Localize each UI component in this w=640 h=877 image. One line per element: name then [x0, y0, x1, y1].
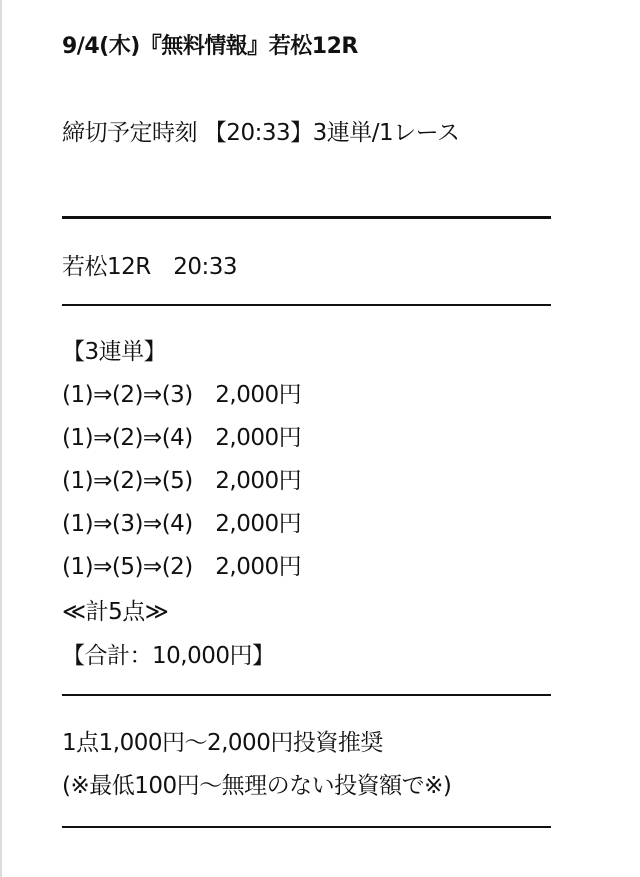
pick-count: ≪計5点≫ [62, 599, 169, 625]
pick-line: (1)⇒(2)⇒(3) 2,000円 [62, 382, 302, 408]
note-text: (※最低100円〜無理のない投資額で※) [62, 773, 452, 799]
bet-type-label: 【3連単】 [62, 339, 167, 365]
pick-line: (1)⇒(2)⇒(4) 2,000円 [62, 425, 302, 451]
race-info: 若松12R 20:33 [62, 254, 238, 280]
article-title: 9/4(木)『無料情報』若松12R [62, 34, 358, 59]
divider [62, 826, 551, 828]
deadline-text: 締切予定時刻 【20:33】3連単/1レース [62, 120, 460, 146]
divider [62, 694, 551, 696]
recommend-text: 1点1,000円〜2,000円投資推奨 [62, 730, 383, 756]
pick-line: (1)⇒(2)⇒(5) 2,000円 [62, 468, 302, 494]
pick-line: (1)⇒(5)⇒(2) 2,000円 [62, 554, 302, 580]
total-amount: 【合計：10,000円】 [62, 643, 275, 669]
divider-thick [62, 216, 551, 219]
divider [62, 304, 551, 306]
left-border [0, 0, 2, 877]
pick-line: (1)⇒(3)⇒(4) 2,000円 [62, 511, 302, 537]
